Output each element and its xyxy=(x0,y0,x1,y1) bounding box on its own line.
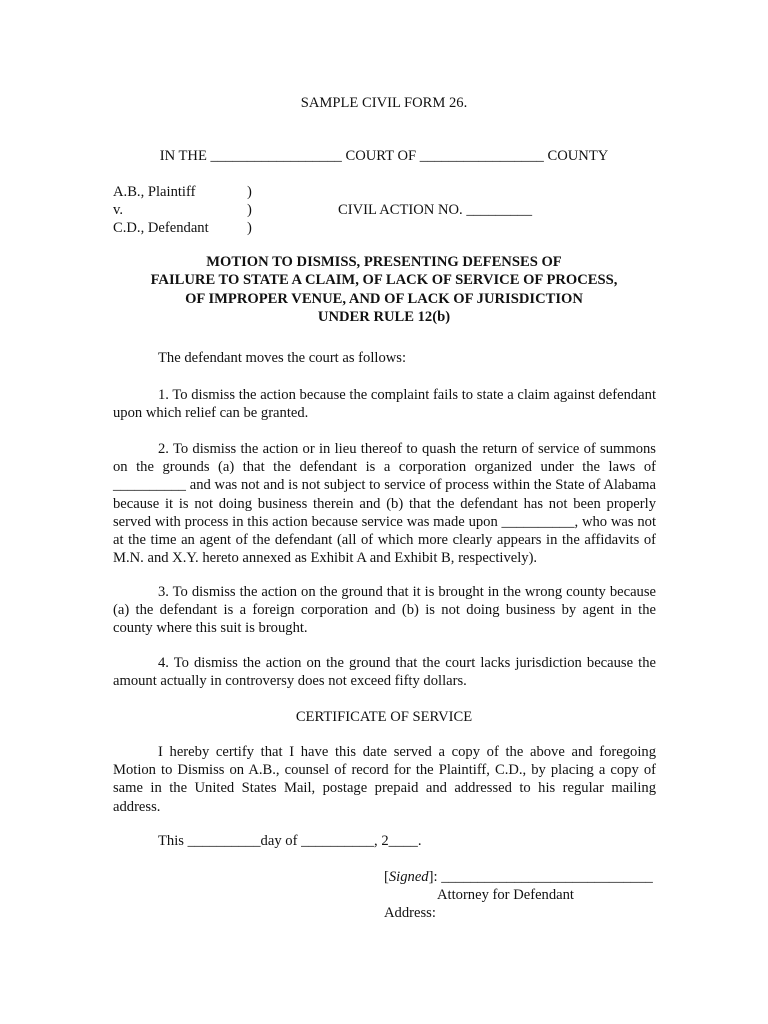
intro-text: The defendant moves the court as follows: xyxy=(158,350,407,366)
motion-title-line: UNDER RULE 12(b) xyxy=(317,308,451,325)
paragraph-2: 2. To dismiss the action or in lieu thereof to quash the return of service of summons on the grounds (a) that the defendant is a corporation organized under the laws of __________ and was not and is not subject to service of process within the State of Alabama because it is not doing business therein and (b) that the defendant has not been properly served with process in this action because service was made upon __________, who was not at the time an agent of the defendant (all of which more clearly appears in the affidavits of M.N. and X.Y. hereto annexed as Exhibit A and Exhibit B, respectively). xyxy=(113,441,656,567)
caption-bracket: ) xyxy=(247,184,252,200)
paragraph-4: 4. To dismiss the action on the ground that the court lacks jurisdiction because the amount actually in controversy does not exceed fifty dollars. xyxy=(113,655,656,690)
civil-action-number: CIVIL ACTION NO. _________ xyxy=(338,202,533,218)
address-label: Address: xyxy=(384,905,436,921)
paragraph-1: 1. To dismiss the action because the complaint fails to state a claim against defendant upon which relief can be granted. xyxy=(113,387,656,422)
defendant-name: C.D., Defendant xyxy=(113,220,209,236)
paragraph-3: 3. To dismiss the action on the ground that it is brought in the wrong county because (a) the defendant is a foreign corporation and (b) is not doing business by agent in the county where this suit is brought. xyxy=(113,584,656,637)
certificate-text: I hereby certify that I have this date served a copy of the above and foregoing Motion to Dismiss on A.B., counsel of record for the Plaintiff, C.D., by placing a copy of same in the United States Mail, postage prepaid and addressed to his regular mailing address. xyxy=(113,744,656,815)
signature-close-bracket: ]: xyxy=(428,869,442,885)
attorney-label: Attorney for Defendant xyxy=(437,887,574,903)
form-title: SAMPLE CIVIL FORM 26. xyxy=(300,95,468,111)
court-line: IN THE __________________ COURT OF _________________ COUNTY xyxy=(159,148,609,164)
versus-label: v. xyxy=(113,202,123,218)
signature-line xyxy=(384,868,653,886)
caption-bracket: ) xyxy=(247,202,252,218)
signature-open-bracket: [ xyxy=(384,869,389,885)
plaintiff-name: A.B., Plaintiff xyxy=(113,184,196,200)
date-line: This __________day of __________, 2____. xyxy=(158,833,422,849)
signed-label: Signed xyxy=(388,869,429,885)
signature-blank: _____________________________ xyxy=(441,869,653,885)
motion-title xyxy=(0,253,768,326)
certificate-heading: CERTIFICATE OF SERVICE xyxy=(295,709,473,725)
motion-title-line: OF IMPROPER VENUE, AND OF LACK OF JURISDICTION xyxy=(185,290,583,307)
motion-title-line: FAILURE TO STATE A CLAIM, OF LACK OF SERVICE OF PROCESS, xyxy=(150,272,618,289)
caption-bracket: ) xyxy=(247,220,252,236)
motion-title-line: MOTION TO DISMISS, PRESENTING DEFENSES OF xyxy=(206,254,562,270)
